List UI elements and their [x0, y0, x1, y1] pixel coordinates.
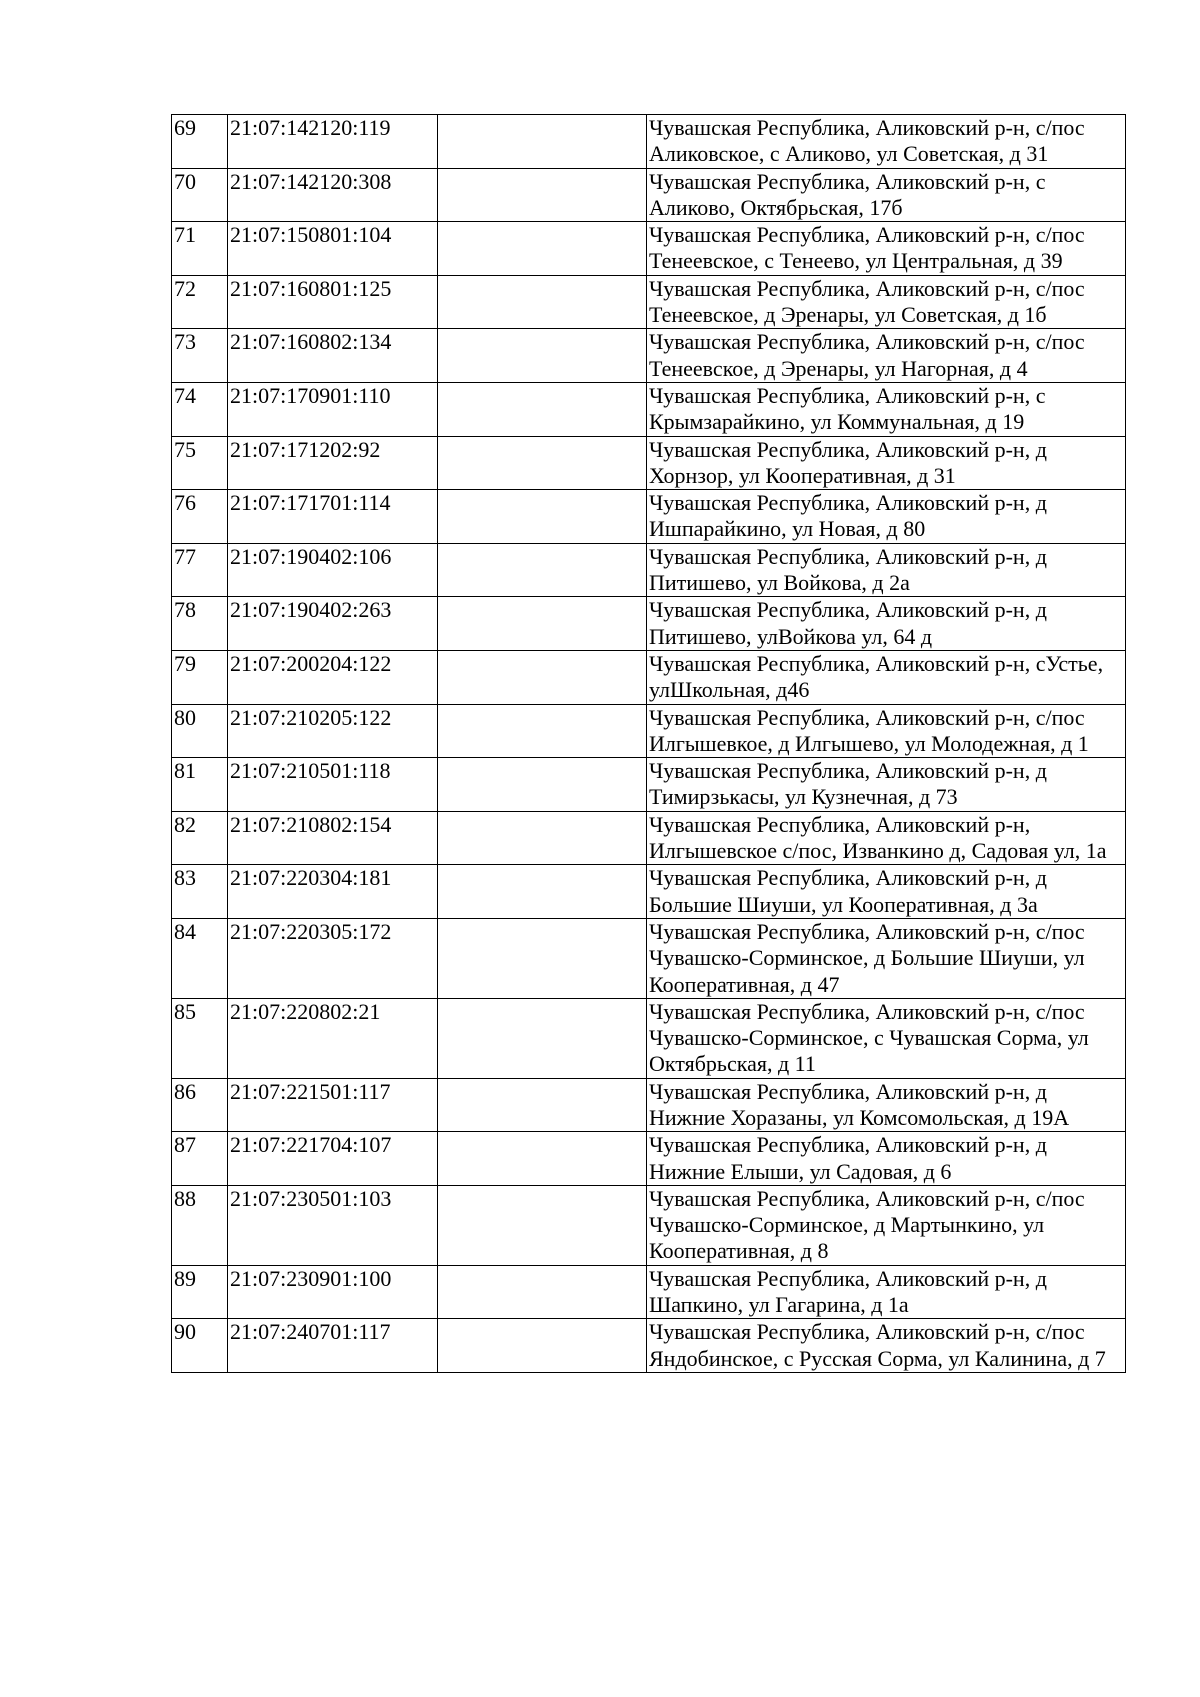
row-number-cell: 88: [172, 1185, 228, 1265]
empty-cell: [438, 704, 647, 758]
row-number-cell: 85: [172, 998, 228, 1078]
address-cell: Чувашская Республика, Аликовский р-н, с/пос Яндобинское, с Русская Сорма, ул Калинина, д 7: [647, 1319, 1126, 1373]
table-row: [172, 918, 1126, 998]
empty-cell: [438, 998, 647, 1078]
address-cell: Чувашская Республика, Аликовский р-н, Илгышевское с/пос, Изванкино д, Садовая ул, 1а: [647, 811, 1126, 865]
cadastral-number-cell: 21:07:210205:122: [228, 704, 438, 758]
row-number-cell: 72: [172, 275, 228, 329]
cadastral-number-cell: 21:07:142120:308: [228, 168, 438, 222]
table-row: [172, 436, 1126, 490]
row-number-cell: 89: [172, 1265, 228, 1319]
row-number-cell: 69: [172, 115, 228, 169]
address-cell: Чувашская Республика, Аликовский р-н, с/пос Тенеевское, д Эренары, ул Советская, д 1б: [647, 275, 1126, 329]
row-number-cell: 87: [172, 1132, 228, 1186]
property-table: [171, 114, 1126, 1373]
cadastral-number-cell: 21:07:170901:110: [228, 382, 438, 436]
cadastral-number-cell: 21:07:220305:172: [228, 918, 438, 998]
row-number-cell: 80: [172, 704, 228, 758]
cadastral-number-cell: 21:07:200204:122: [228, 650, 438, 704]
address-cell: Чувашская Республика, Аликовский р-н, с/пос Чувашско-Сорминское, д Мартынкино, ул Кооперативная, д 8: [647, 1185, 1126, 1265]
cadastral-number-cell: 21:07:160802:134: [228, 329, 438, 383]
address-cell: Чувашская Республика, Аликовский р-н, д Нижние Елыши, ул Садовая, д 6: [647, 1132, 1126, 1186]
table-row: [172, 1078, 1126, 1132]
cadastral-number-cell: 21:07:190402:106: [228, 543, 438, 597]
empty-cell: [438, 650, 647, 704]
table-row: [172, 704, 1126, 758]
empty-cell: [438, 275, 647, 329]
empty-cell: [438, 918, 647, 998]
row-number-cell: 71: [172, 222, 228, 276]
cadastral-number-cell: 21:07:142120:119: [228, 115, 438, 169]
table-row: [172, 1319, 1126, 1373]
table-row: [172, 1132, 1126, 1186]
row-number-cell: 90: [172, 1319, 228, 1373]
address-cell: Чувашская Республика, Аликовский р-н, с/пос Илгышевкое, д Илгышево, ул Молодежная, д 1: [647, 704, 1126, 758]
cadastral-number-cell: 21:07:210501:118: [228, 758, 438, 812]
table-body: [172, 115, 1126, 1373]
empty-cell: [438, 1185, 647, 1265]
empty-cell: [438, 329, 647, 383]
address-cell: Чувашская Республика, Аликовский р-н, с/пос Тенеевское, д Эренары, ул Нагорная, д 4: [647, 329, 1126, 383]
table-row: [172, 329, 1126, 383]
row-number-cell: 82: [172, 811, 228, 865]
address-cell: Чувашская Республика, Аликовский р-н, д Питишево, улВойкова ул, 64 д: [647, 597, 1126, 651]
empty-cell: [438, 811, 647, 865]
cadastral-number-cell: 21:07:220802:21: [228, 998, 438, 1078]
row-number-cell: 78: [172, 597, 228, 651]
address-cell: Чувашская Республика, Аликовский р-н, сУстье, улШкольная, д46: [647, 650, 1126, 704]
table-row: [172, 811, 1126, 865]
address-cell: Чувашская Республика, Аликовский р-н, д Тимирзькасы, ул Кузнечная, д 73: [647, 758, 1126, 812]
row-number-cell: 83: [172, 865, 228, 919]
table-row: [172, 543, 1126, 597]
address-cell: Чувашская Республика, Аликовский р-н, д Хорнзор, ул Кооперативная, д 31: [647, 436, 1126, 490]
table-row: [172, 382, 1126, 436]
table-row: [172, 597, 1126, 651]
address-cell: Чувашская Республика, Аликовский р-н, с/пос Тенеевское, с Тенеево, ул Центральная, д 39: [647, 222, 1126, 276]
table-row: [172, 758, 1126, 812]
table-row: [172, 865, 1126, 919]
cadastral-number-cell: 21:07:240701:117: [228, 1319, 438, 1373]
table-row: [172, 998, 1126, 1078]
table-row: [172, 275, 1126, 329]
address-cell: Чувашская Республика, Аликовский р-н, д Питишево, ул Войкова, д 2а: [647, 543, 1126, 597]
cadastral-number-cell: 21:07:171701:114: [228, 490, 438, 544]
cadastral-number-cell: 21:07:160801:125: [228, 275, 438, 329]
row-number-cell: 70: [172, 168, 228, 222]
cadastral-number-cell: 21:07:230501:103: [228, 1185, 438, 1265]
cadastral-number-cell: 21:07:190402:263: [228, 597, 438, 651]
empty-cell: [438, 1078, 647, 1132]
empty-cell: [438, 865, 647, 919]
table-row: [172, 490, 1126, 544]
cadastral-number-cell: 21:07:221704:107: [228, 1132, 438, 1186]
cadastral-number-cell: 21:07:171202:92: [228, 436, 438, 490]
address-cell: Чувашская Республика, Аликовский р-н, д Большие Шиуши, ул Кооперативная, д 3а: [647, 865, 1126, 919]
row-number-cell: 76: [172, 490, 228, 544]
row-number-cell: 73: [172, 329, 228, 383]
table-row: [172, 1265, 1126, 1319]
row-number-cell: 86: [172, 1078, 228, 1132]
row-number-cell: 74: [172, 382, 228, 436]
address-cell: Чувашская Республика, Аликовский р-н, д Ишпарайкино, ул Новая, д 80: [647, 490, 1126, 544]
row-number-cell: 84: [172, 918, 228, 998]
table-row: [172, 222, 1126, 276]
empty-cell: [438, 115, 647, 169]
empty-cell: [438, 597, 647, 651]
row-number-cell: 77: [172, 543, 228, 597]
empty-cell: [438, 758, 647, 812]
empty-cell: [438, 168, 647, 222]
table-row: [172, 1185, 1126, 1265]
cadastral-number-cell: 21:07:221501:117: [228, 1078, 438, 1132]
empty-cell: [438, 222, 647, 276]
row-number-cell: 79: [172, 650, 228, 704]
cadastral-number-cell: 21:07:220304:181: [228, 865, 438, 919]
cadastral-number-cell: 21:07:150801:104: [228, 222, 438, 276]
row-number-cell: 81: [172, 758, 228, 812]
address-cell: Чувашская Республика, Аликовский р-н, д Нижние Хоразаны, ул Комсомольская, д 19А: [647, 1078, 1126, 1132]
address-cell: Чувашская Республика, Аликовский р-н, с Крымзарайкино, ул Коммунальная, д 19: [647, 382, 1126, 436]
address-cell: Чувашская Республика, Аликовский р-н, с/пос Чувашско-Сорминское, с Чувашская Сорма, ул Октябрьская, д 11: [647, 998, 1126, 1078]
address-cell: Чувашская Республика, Аликовский р-н, с Аликово, Октябрьская, 17б: [647, 168, 1126, 222]
empty-cell: [438, 1265, 647, 1319]
table-row: [172, 650, 1126, 704]
cadastral-number-cell: 21:07:230901:100: [228, 1265, 438, 1319]
empty-cell: [438, 382, 647, 436]
address-cell: Чувашская Республика, Аликовский р-н, д Шапкино, ул Гагарина, д 1а: [647, 1265, 1126, 1319]
table-row: [172, 168, 1126, 222]
row-number-cell: 75: [172, 436, 228, 490]
cadastral-number-cell: 21:07:210802:154: [228, 811, 438, 865]
table-row: [172, 115, 1126, 169]
address-cell: Чувашская Республика, Аликовский р-н, с/пос Чувашско-Сорминское, д Большие Шиуши, ул Кооперативная, д 47: [647, 918, 1126, 998]
empty-cell: [438, 1319, 647, 1373]
empty-cell: [438, 436, 647, 490]
empty-cell: [438, 490, 647, 544]
empty-cell: [438, 543, 647, 597]
empty-cell: [438, 1132, 647, 1186]
address-cell: Чувашская Республика, Аликовский р-н, с/пос Аликовское, с Аликово, ул Советская, д 31: [647, 115, 1126, 169]
